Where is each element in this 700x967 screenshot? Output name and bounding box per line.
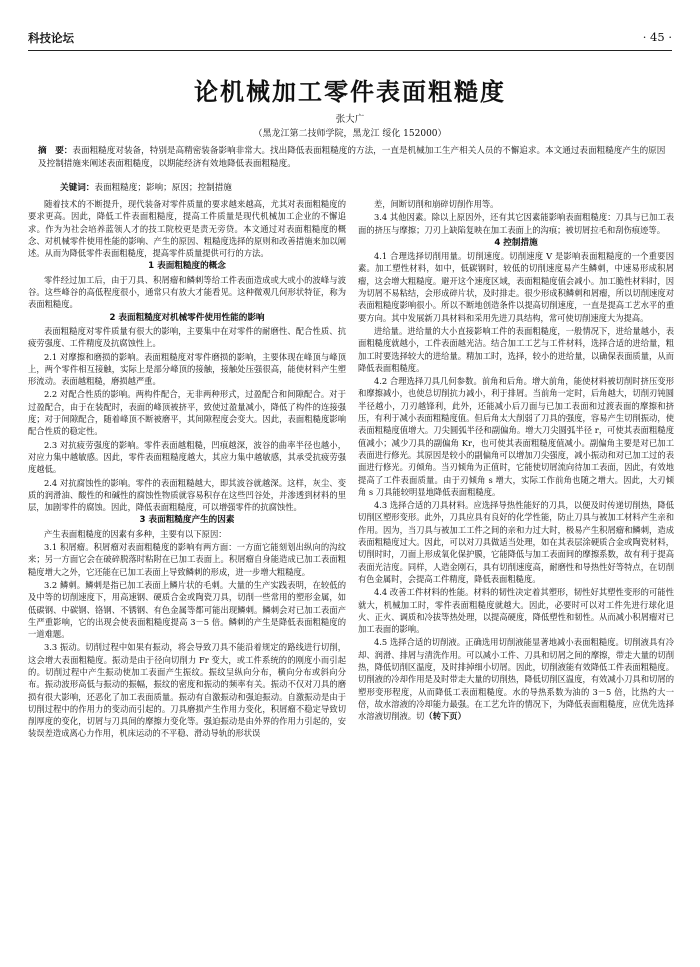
- abstract: [38, 145, 668, 170]
- body-paragraph: 2.1 对摩擦和磨损的影响。表面粗糙度对零件磨损的影响，主要体现在峰顶与峰顶上，两个零件相互接触，实际上是部分峰顶的接触，接触处压强很高，能使材料产生塑形流动。表面越粗糙，磨损越严重。: [28, 351, 346, 387]
- body-paragraph: 进给量。进给量的大小直接影响工件的表面粗糙度，一般情况下，进给量越小，表面粗糙度就越小，工件表面越光洁。结合加工工艺与工件材料，选择合适的进给量，粗加工时要选择较大的进给量。精加工时，选择，较小的进给量，以确保表面质量，从而降低表面粗糙度。: [358, 325, 674, 373]
- left-column: [28, 198, 346, 741]
- section-heading: 2 表面粗糙度对机械零件使用性能的影响: [109, 312, 265, 323]
- body-paragraph: 2.2 对配合性质的影响。两构件配合，无非两种形式，过盈配合和间隙配合。对于过盈配合，由于在装配时，表面的峰顶被挤平，致使过盈量减小，降低了构件的连接强度；对于间隙配合，随着峰顶不断被磨平，其间隙程度会变大。因此，表面粗糙度影响配合性质的稳定性。: [28, 389, 346, 437]
- abstract-text: 表面粗糙度对装备，特别是高精密装备影响非常大。找出降低表面粗糙度的方法，一直是机械加工生产相关人员的不懈追求。本文通过表面粗糙度产生的原因及控制措施来阐述表面粗糙度，以期能经济有效地降低表面粗糙度。: [38, 146, 666, 169]
- page-number: · 45 ·: [642, 30, 672, 44]
- author-name: 张大广: [335, 114, 365, 125]
- body-paragraph: 差，间断切削和崩碎切削作用等。: [374, 199, 499, 209]
- keywords-text: 表面粗糙度；影响；原因；控制措施: [94, 183, 232, 193]
- body-paragraph: 3.2 鳞刺。鳞刺是指已加工表面上鳞片状的毛刺。大量的生产实践表明，在较低的及中等的切削速度下，用高速钢、硬质合金或陶瓷刀具，切削一些常用的塑形金属，如低碳钢、中碳钢、铬钢、不锈钢、有色金属等都可能出现鳞刺。鳞刺会对已加工表面产生严重影响，它的出现会使表面粗糙度提高 3－5 倍。鳞刺的产生是降低表面粗糙度的一道难题。: [28, 579, 346, 640]
- body-paragraph: 3.4 其他因素。除以上原因外，还有其它因素能影响表面粗糙度：刀具与已加工表面的挤压与摩擦；刀刃上缺陷复映在加工表面上的沟痕；被切屑拉毛和刮伤痕迹等。: [358, 212, 674, 235]
- body-paragraph: 4.5 选择合适的切削液。正确选用切削液能显著地减小表面粗糙度。切削液具有冷却、润滑、排屑与清洗作用。可以减小工件、刀具和切屑之间的摩擦，带走大量的切削热，降低切削区温度，及时排掉细小切屑。因此，切削液能有效降低工件表面粗糙度。切削液的冷却作用是及时带走大量的切削热，降低切削区温度，有效减小刀具和切屑的塑形变形程度，从而降低工表面粗糙度。水的导热系数为油的 3－5 倍，比热约大一倍，故水溶液的冷却能力最强。在工艺允许的情况下，为降低表面粗糙度，应优先选择水溶液切削液。切（转下页）: [358, 637, 674, 722]
- section-heading: 1 表面粗糙度的概念: [148, 261, 226, 272]
- keywords-label: 关键词：: [60, 183, 95, 193]
- body-paragraph: 3.1 积屑瘤。积屑瘤对表面粗糙度的影响有两方面：一方面它能刻划出纵向的沟纹来；另一方面它会在破碎脱落时粘附在已加工表面上。积屑瘤自身能造成已加工表面粗糙度增大之外，它还能在已加工表面上导致鳞刺的形成，进一步增大粗糙度。: [28, 542, 346, 577]
- body-paragraph: 产生表面粗糙度的因素有多种，主要有以下原因：: [44, 528, 227, 539]
- body-paragraph: 4.4 改善工件材料的性能。材料的韧性决定着其塑形，韧性好其塑性变形的可能性就大，机械加工时，零件表面粗糙度就越大。因此，必要时可以对工件先进行球化退火、正火、调质和冷拔等热处理，以提高硬度，降低塑性和韧性。从而减小积屑瘤对已加工表面的影响。: [358, 587, 674, 635]
- body-paragraph: 4.1 合理选择切削用量。切削速度。切削速度 V 是影响表面粗糙度的一个重要因素。加工塑性材料，如中，低碳钢时，较低的切削速度易产生鳞刺，中速易形成积屑瘤，这会增大粗糙度。避开这个速度区域，表面粗糙度值会减小。加工脆性材料时，因为切屑不易粘结，会形成碎片状，及时排走。很少形成积鳞刺和屑瘤，所以切削速度对表面粗糙度影响很小。所以不断地创造条件以提高切削速度，一直是提高工艺水平的重要方向。其中发展新刀具材料和采用先进刀具结构，常可使切削速度大为提高。: [358, 251, 674, 323]
- body-paragraph: 3.3 振动。切削过程中如果有振动，将会导致刀具不能沿着规定的路线进行切削，这会增大表面粗糙度。振动是由于径向切削力 Fr 变大，或工件系统的的刚度小而引起的。切削过程中产生振动使加工表面产生振纹。振纹呈纵向分布，横向分布或斜向分布。振动波形高低与振动的振幅，振纹的密度和振动的频率有关。振动不仅对刀具的磨损有很大影响，还恶化了加工表面质量。振动有自激振动和强迫振动。自激振动是由于切削过程中的作用力的变动而引起的。刀具磨损产生作用力变化，积屑瘤不稳定导致切削厚度的变化，切屑与刀具间的摩擦力变化等。强迫振动是由外界的作用力引起的，安装误差造成离心力作用，机床运动的不平稳、滑动导轨的形状误: [28, 642, 346, 739]
- body-paragraph: 零件经过加工后，由于刀具、积屑瘤和鳞刺等给工件表面造成或大或小的波峰与波谷。这些峰谷的高低程度很小，通常只有放大才能看见。这种微观几何形状特征，称为表面粗糙度。: [28, 274, 346, 310]
- section-heading: 4 控制措施: [494, 237, 538, 248]
- author-affiliation: （黑龙江第二技师学院，黑龙江 绥化 152000）: [253, 129, 447, 139]
- section-heading: 3 表面粗糙度产生的因素: [139, 515, 235, 526]
- right-column: [358, 198, 674, 723]
- header-rule: [28, 50, 672, 51]
- article-title: 论机械加工零件表面粗糙度: [194, 78, 506, 106]
- body-paragraph: 随着技术的不断提升，现代装备对零件质量的要求越来越高，尤其对表面粗糙度的要求更高。因此，降低工件表面粗糙度，提高工件质量是现代机械加工企业的不懈追求。作为为社会培养蓝领人才的技工院校更是责无旁贷。本文通过对表面粗糙度的概念、对机械零件使用性能的影响、产生的原因、粗糙度选择的原则和改善措施来加以阐述。从而为降低零件表面粗糙度，提高零件质量提供可行的方法。: [28, 199, 346, 259]
- body-paragraph: 2.3 对抗疲劳强度的影响。零件表面越粗糙，凹痕越深，波谷的曲率半径也越小，对应力集中越敏感。因此，零件表面粗糙度越大，其应力集中越敏感，其承受抗疲劳强度越低。: [28, 439, 346, 475]
- keywords: [60, 181, 660, 193]
- body-paragraph: 4.3 选择合适的刀具材料。应选择导热性能好的刀具，以便及时传递切削热，降低切削区塑形变形。此外，刀具应具有良好的化学性能，防止刀具与被加工材料产生亲和作用。因为，当刀具与被加工工件之间的亲和力过大时，极易产生积屑瘤和鳞刺，造成表面粗糙度过大。因此，可以对刀具做适当处理，如在其表层涂硬质合金或陶瓷材料，切削时时，刀面上形成氧化保护膜，它能降低与加工表面间的摩擦系数，故有利于提高表面光洁度。同样，人造金刚石，具有切削速度高，耐磨性和导热性好等特点，在切削有色金属时，会提高工件精度，降低表面粗糙度。: [358, 500, 674, 584]
- journal-section-name: 科技论坛: [28, 31, 74, 45]
- body-paragraph: 表面粗糙度对零件质量有很大的影响，主要集中在对零件的耐磨性、配合性质、抗疲劳强度、工件精度及抗腐蚀性上。: [28, 325, 346, 349]
- page-header: [28, 30, 672, 52]
- body-paragraph: 4.2 合理选择刀具几何参数。前角和后角。增大前角，能使材料被切削时挤压变形和摩擦减小，也使总切削抗力减小，利于排屑。当前角一定时，后角越大，切削刃钝圆半径越小，刀刃越锋利，此外，还能减小后刀面与已加工表面和过渡表面的摩擦和挤压，有利于减小表面粗糙度值。但后角太大削弱了刀具的强度，容易产生切削振动，使表面粗糙度值增大。刀尖圆弧半径和副偏角。增大刀尖圆弧半径 r，可使其表面粗糙度值减小；减少刀具的副偏角 Kr，也可使其表面粗糙度值减小。副偏角主要是对已加工表面进行修光。其原因是较小的副偏角可以增加刀尖强度，减小振动和对已加工过的表面进行修光。刃倾角。当刃倾角为正值时，它能使切屑流向待加工表面，因此，有效地提高了工件表面质量。由于刃倾角 s 增大，实际工作前角也随之增大。因此，大刃倾角 s 刀具能较明显地降低表面粗糙度。: [358, 376, 674, 497]
- continued-note: （转下页）: [424, 711, 466, 722]
- body-paragraph: 2.4 对抗腐蚀性的影响。零件的表面粗糙越大，即其波谷就越深。这样，灰尘、变质的润滑油、酸性的和碱性的腐蚀性物质就容易积存在这些凹谷处，并渗透到材料的里层，加剧零件的腐蚀。因此，降低表面粗糙度，可以增强零件的抗腐蚀性。: [28, 477, 346, 513]
- abstract-label: 摘 要：: [38, 146, 73, 156]
